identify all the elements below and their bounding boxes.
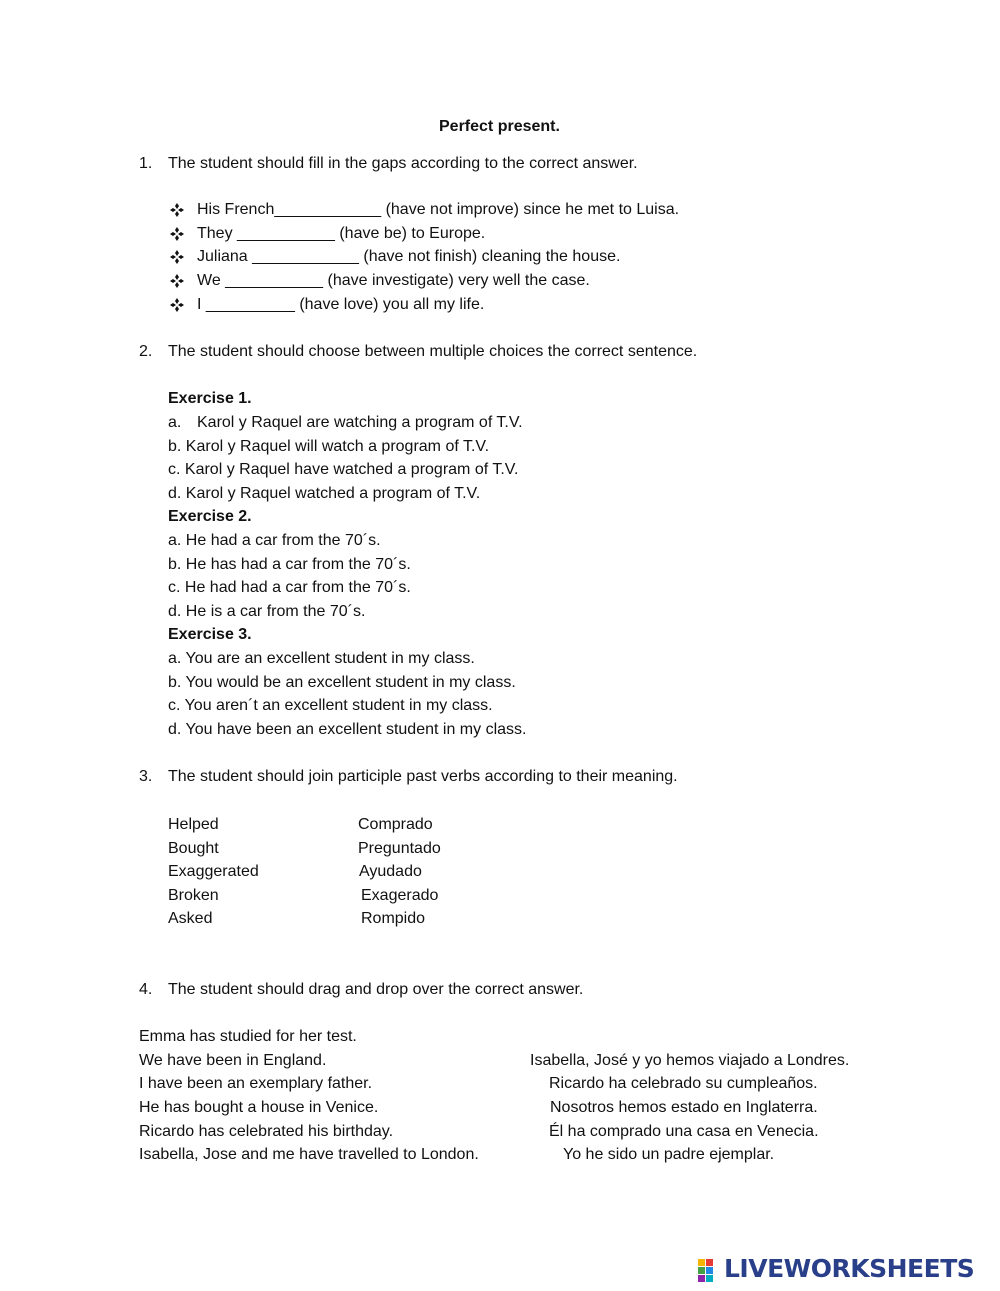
exercise-3-option-c: c. You aren´t an excellent student in my class. <box>168 697 493 714</box>
exercise-1-option-c: c. Karol y Raquel have watched a program of T.V. <box>168 461 519 478</box>
logo-square-icon <box>706 1267 713 1274</box>
exercise-1-option-d: d. Karol y Raquel watched a program of T.V. <box>168 485 481 502</box>
drop-target: Nosotros hemos estado en Inglaterra. <box>550 1099 818 1116</box>
match-right-item: Preguntado <box>358 840 441 857</box>
exercise-3-option-d: d. You have been an excellent student in my class. <box>168 721 527 738</box>
brand-name: LIVEWORKSHEETS <box>724 1254 975 1283</box>
q3-number: 3. <box>139 768 153 785</box>
drop-target: Ricardo ha celebrado su cumpleaños. <box>549 1075 818 1092</box>
exercise-2-title: Exercise 2. <box>168 508 252 525</box>
match-left-item: Bought <box>168 840 219 857</box>
match-left-item: Exaggerated <box>168 863 259 880</box>
exercise-2-option-d: d. He is a car from the 70´s. <box>168 603 366 620</box>
drag-item: He has bought a house in Venice. <box>139 1099 379 1116</box>
exercise-3-title: Exercise 3. <box>168 626 252 643</box>
q3-prompt: The student should join participle past verbs according to their meaning. <box>168 768 678 785</box>
q2-prompt: The student should choose between multiple choices the correct sentence. <box>168 343 698 360</box>
q1-number: 1. <box>139 155 153 172</box>
match-right-item: Exagerado <box>361 887 439 904</box>
bullet-diamond-icon <box>170 298 184 312</box>
match-left-item: Asked <box>168 910 213 927</box>
exercise-1-option-a: Karol y Raquel are watching a program of T.V. <box>197 414 523 431</box>
match-right-item: Rompido <box>361 910 426 927</box>
match-right-item: Ayudado <box>359 863 422 880</box>
logo-square-icon <box>698 1267 705 1274</box>
q1-item: I __________ (have love) you all my life. <box>197 296 485 313</box>
q1-prompt: The student should fill in the gaps according to the correct answer. <box>168 155 638 172</box>
q2-number: 2. <box>139 343 153 360</box>
drop-target: Isabella, José y yo hemos viajado a Londres. <box>530 1052 850 1069</box>
q1-item: Juliana ____________ (have not finish) cleaning the house. <box>197 248 621 265</box>
logo-square-icon <box>706 1275 713 1282</box>
exercise-2-option-a: a. He had a car from the 70´s. <box>168 532 381 549</box>
logo-square-icon <box>706 1259 713 1266</box>
drop-target: Yo he sido un padre ejemplar. <box>563 1146 775 1163</box>
q4-prompt: The student should drag and drop over the correct answer. <box>168 981 584 998</box>
match-left-item: Helped <box>168 816 219 833</box>
exercise-3-option-b: b. You would be an excellent student in my class. <box>168 674 516 691</box>
drag-item: Emma has studied for her test. <box>139 1028 357 1045</box>
q1-item: We ___________ (have investigate) very well the case. <box>197 272 590 289</box>
q4-number: 4. <box>139 981 153 998</box>
bullet-diamond-icon <box>170 274 184 288</box>
exercise-1-option-b: b. Karol y Raquel will watch a program of T.V. <box>168 438 490 455</box>
drop-target: Él ha comprado una casa en Venecia. <box>549 1123 819 1140</box>
match-left-item: Broken <box>168 887 219 904</box>
q1-item: His French____________ (have not improve) since he met to Luisa. <box>197 201 680 218</box>
match-right-item: Comprado <box>358 816 433 833</box>
exercise-3-option-a: a. You are an excellent student in my class. <box>168 650 475 667</box>
option-letter: a. <box>168 414 182 431</box>
exercise-1-title: Exercise 1. <box>168 390 252 407</box>
drag-item: Ricardo has celebrated his birthday. <box>139 1123 394 1140</box>
drag-item: We have been in England. <box>139 1052 327 1069</box>
exercise-2-option-c: c. He had had a car from the 70´s. <box>168 579 411 596</box>
logo-square-icon <box>698 1259 705 1266</box>
bullet-diamond-icon <box>170 250 184 264</box>
bullet-diamond-icon <box>170 203 184 217</box>
drag-item: Isabella, Jose and me have travelled to London. <box>139 1146 479 1163</box>
q1-item: They ___________ (have be) to Europe. <box>197 225 486 242</box>
bullet-diamond-icon <box>170 227 184 241</box>
page-title: Perfect present. <box>439 118 560 135</box>
exercise-2-option-b: b. He has had a car from the 70´s. <box>168 556 411 573</box>
drag-item: I have been an exemplary father. <box>139 1075 373 1092</box>
logo-square-icon <box>698 1275 705 1282</box>
